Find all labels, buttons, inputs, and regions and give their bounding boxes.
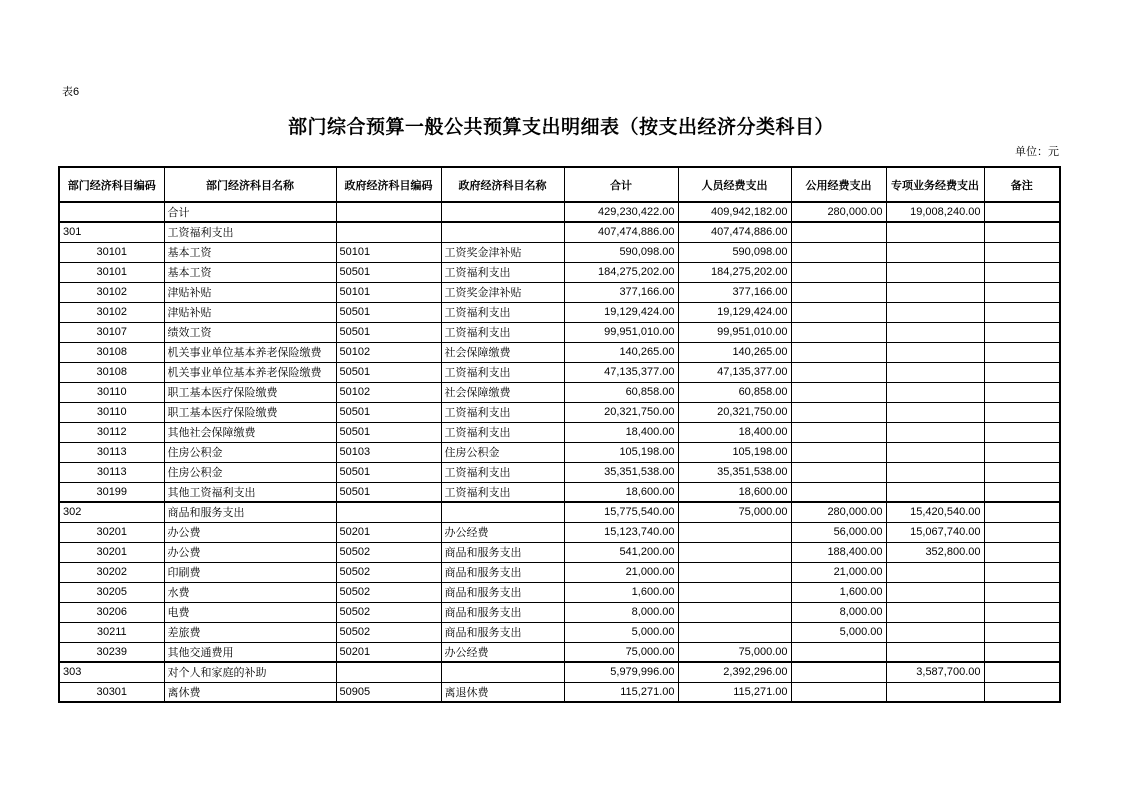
public-expense-cell: 8,000.00: [791, 602, 886, 622]
total-amount-cell: 8,000.00: [564, 602, 678, 622]
public-expense-cell: [791, 462, 886, 482]
dept-name-cell: 对个人和家庭的补助: [164, 662, 336, 682]
table-row: [59, 322, 1060, 342]
table-row: [59, 482, 1060, 502]
total-amount-cell: 541,200.00: [564, 542, 678, 562]
dept-name-cell: 离休费: [164, 682, 336, 702]
gov-name-cell: 办公经费: [441, 522, 564, 542]
dept-code-cell: 30107: [59, 322, 164, 342]
column-header-dept-name: 部门经济科目名称: [164, 167, 336, 202]
personnel-expense-cell: [678, 542, 791, 562]
gov-code-cell: [336, 202, 441, 222]
note-cell: [984, 542, 1060, 562]
gov-code-cell: 50502: [336, 542, 441, 562]
dept-name-cell: 其他工资福利支出: [164, 482, 336, 502]
gov-code-cell: 50501: [336, 362, 441, 382]
public-expense-cell: [791, 422, 886, 442]
gov-name-cell: [441, 222, 564, 242]
gov-name-cell: 工资福利支出: [441, 462, 564, 482]
total-amount-cell: 5,979,996.00: [564, 662, 678, 682]
dept-name-cell: 差旅费: [164, 622, 336, 642]
total-amount-cell: 377,166.00: [564, 282, 678, 302]
table-header-row: [59, 167, 1060, 202]
table-row: [59, 462, 1060, 482]
personnel-expense-cell: 115,271.00: [678, 682, 791, 702]
public-expense-cell: [791, 482, 886, 502]
dept-code-cell: [59, 202, 164, 222]
dept-name-cell: 水费: [164, 582, 336, 602]
gov-name-cell: 商品和服务支出: [441, 542, 564, 562]
note-cell: [984, 222, 1060, 242]
column-header-note: 备注: [984, 167, 1060, 202]
public-expense-cell: [791, 282, 886, 302]
total-amount-cell: 99,951,010.00: [564, 322, 678, 342]
personnel-expense-cell: 47,135,377.00: [678, 362, 791, 382]
gov-name-cell: 工资福利支出: [441, 302, 564, 322]
note-cell: [984, 262, 1060, 282]
public-expense-cell: [791, 302, 886, 322]
personnel-expense-cell: 35,351,538.00: [678, 462, 791, 482]
special-expense-cell: [886, 422, 984, 442]
total-amount-cell: 18,600.00: [564, 482, 678, 502]
dept-code-cell: 30205: [59, 582, 164, 602]
dept-code-cell: 30211: [59, 622, 164, 642]
total-amount-cell: 15,775,540.00: [564, 502, 678, 522]
public-expense-cell: 5,000.00: [791, 622, 886, 642]
note-cell: [984, 402, 1060, 422]
gov-code-cell: 50502: [336, 562, 441, 582]
special-expense-cell: 19,008,240.00: [886, 202, 984, 222]
dept-name-cell: 职工基本医疗保险缴费: [164, 382, 336, 402]
dept-name-cell: 其他社会保障缴费: [164, 422, 336, 442]
column-header-personnel-expense: 人员经费支出: [678, 167, 791, 202]
dept-name-cell: 津贴补贴: [164, 302, 336, 322]
personnel-expense-cell: 184,275,202.00: [678, 262, 791, 282]
note-cell: [984, 302, 1060, 322]
budget-table-body: [59, 202, 1060, 702]
total-amount-cell: 20,321,750.00: [564, 402, 678, 422]
total-amount-cell: 407,474,886.00: [564, 222, 678, 242]
gov-name-cell: 工资奖金津补贴: [441, 282, 564, 302]
special-expense-cell: [886, 362, 984, 382]
public-expense-cell: [791, 662, 886, 682]
personnel-expense-cell: 2,392,296.00: [678, 662, 791, 682]
gov-code-cell: 50502: [336, 582, 441, 602]
total-amount-cell: 5,000.00: [564, 622, 678, 642]
column-header-public-expense: 公用经费支出: [791, 167, 886, 202]
gov-code-cell: 50102: [336, 382, 441, 402]
total-amount-cell: 60,858.00: [564, 382, 678, 402]
dept-name-cell: 其他交通费用: [164, 642, 336, 662]
gov-code-cell: [336, 222, 441, 242]
dept-code-cell: 30201: [59, 542, 164, 562]
gov-code-cell: 50201: [336, 642, 441, 662]
dept-code-cell: 30108: [59, 342, 164, 362]
dept-name-cell: 商品和服务支出: [164, 502, 336, 522]
note-cell: [984, 622, 1060, 642]
note-cell: [984, 602, 1060, 622]
note-cell: [984, 322, 1060, 342]
dept-name-cell: 工资福利支出: [164, 222, 336, 242]
table-row: [59, 222, 1060, 242]
table-row: [59, 422, 1060, 442]
table-row: [59, 442, 1060, 462]
dept-code-cell: 30102: [59, 282, 164, 302]
personnel-expense-cell: 19,129,424.00: [678, 302, 791, 322]
special-expense-cell: [886, 302, 984, 322]
table-header: [59, 167, 1060, 202]
special-expense-cell: [886, 602, 984, 622]
gov-name-cell: 社会保障缴费: [441, 382, 564, 402]
dept-code-cell: 30201: [59, 522, 164, 542]
total-amount-cell: 19,129,424.00: [564, 302, 678, 322]
note-cell: [984, 462, 1060, 482]
note-cell: [984, 642, 1060, 662]
total-amount-cell: 21,000.00: [564, 562, 678, 582]
public-expense-cell: [791, 442, 886, 462]
special-expense-cell: [886, 462, 984, 482]
personnel-expense-cell: [678, 622, 791, 642]
dept-name-cell: 机关事业单位基本养老保险缴费: [164, 362, 336, 382]
dept-code-cell: 30101: [59, 242, 164, 262]
personnel-expense-cell: [678, 522, 791, 542]
total-amount-cell: 105,198.00: [564, 442, 678, 462]
special-expense-cell: [886, 222, 984, 242]
column-header-special-expense: 专项业务经费支出: [886, 167, 984, 202]
dept-code-cell: 30239: [59, 642, 164, 662]
gov-code-cell: 50102: [336, 342, 441, 362]
table-row: [59, 642, 1060, 662]
table-row: [59, 602, 1060, 622]
total-amount-cell: 140,265.00: [564, 342, 678, 362]
personnel-expense-cell: [678, 582, 791, 602]
dept-name-cell: 印刷费: [164, 562, 336, 582]
total-amount-cell: 75,000.00: [564, 642, 678, 662]
special-expense-cell: [886, 642, 984, 662]
dept-code-cell: 30202: [59, 562, 164, 582]
personnel-expense-cell: 377,166.00: [678, 282, 791, 302]
note-cell: [984, 502, 1060, 522]
special-expense-cell: [886, 402, 984, 422]
total-amount-cell: 429,230,422.00: [564, 202, 678, 222]
gov-code-cell: 50501: [336, 422, 441, 442]
note-cell: [984, 522, 1060, 542]
personnel-expense-cell: 590,098.00: [678, 242, 791, 262]
dept-name-cell: 办公费: [164, 522, 336, 542]
table-row: [59, 362, 1060, 382]
gov-code-cell: 50501: [336, 462, 441, 482]
dept-code-cell: 30206: [59, 602, 164, 622]
personnel-expense-cell: 407,474,886.00: [678, 222, 791, 242]
page-title: 部门综合预算一般公共预算支出明细表（按支出经济分类科目）: [287, 117, 834, 138]
table-row: [59, 342, 1060, 362]
public-expense-cell: [791, 222, 886, 242]
dept-code-cell: 30101: [59, 262, 164, 282]
total-amount-cell: 35,351,538.00: [564, 462, 678, 482]
total-amount-cell: 184,275,202.00: [564, 262, 678, 282]
dept-code-cell: 30113: [59, 462, 164, 482]
gov-name-cell: [441, 662, 564, 682]
gov-name-cell: 工资福利支出: [441, 322, 564, 342]
personnel-expense-cell: [678, 602, 791, 622]
special-expense-cell: 15,067,740.00: [886, 522, 984, 542]
public-expense-cell: 21,000.00: [791, 562, 886, 582]
dept-name-cell: 合计: [164, 202, 336, 222]
table-row: [59, 382, 1060, 402]
dept-code-cell: 303: [59, 662, 164, 682]
table-row: [59, 522, 1060, 542]
gov-code-cell: 50501: [336, 322, 441, 342]
special-expense-cell: [886, 582, 984, 602]
dept-name-cell: 津贴补贴: [164, 282, 336, 302]
dept-code-cell: 30102: [59, 302, 164, 322]
public-expense-cell: 280,000.00: [791, 202, 886, 222]
gov-code-cell: 50501: [336, 302, 441, 322]
personnel-expense-cell: 18,400.00: [678, 422, 791, 442]
gov-name-cell: [441, 202, 564, 222]
personnel-expense-cell: 105,198.00: [678, 442, 791, 462]
gov-name-cell: 商品和服务支出: [441, 622, 564, 642]
note-cell: [984, 202, 1060, 222]
table-row: [59, 402, 1060, 422]
gov-name-cell: 工资福利支出: [441, 362, 564, 382]
dept-name-cell: 绩效工资: [164, 322, 336, 342]
gov-name-cell: 办公经费: [441, 642, 564, 662]
public-expense-cell: [791, 642, 886, 662]
gov-name-cell: 工资奖金津补贴: [441, 242, 564, 262]
gov-code-cell: 50502: [336, 622, 441, 642]
dept-name-cell: 住房公积金: [164, 442, 336, 462]
table-row: [59, 662, 1060, 682]
personnel-expense-cell: [678, 562, 791, 582]
note-cell: [984, 382, 1060, 402]
note-cell: [984, 342, 1060, 362]
table-row: [59, 542, 1060, 562]
table-row: [59, 682, 1060, 702]
special-expense-cell: [886, 262, 984, 282]
column-header-total: 合计: [564, 167, 678, 202]
special-expense-cell: [886, 562, 984, 582]
gov-code-cell: 50905: [336, 682, 441, 702]
dept-name-cell: 基本工资: [164, 242, 336, 262]
note-cell: [984, 362, 1060, 382]
note-cell: [984, 482, 1060, 502]
total-amount-cell: 115,271.00: [564, 682, 678, 702]
gov-name-cell: 工资福利支出: [441, 482, 564, 502]
special-expense-cell: [886, 482, 984, 502]
gov-code-cell: 50501: [336, 402, 441, 422]
dept-code-cell: 30301: [59, 682, 164, 702]
dept-code-cell: 30110: [59, 382, 164, 402]
personnel-expense-cell: 75,000.00: [678, 502, 791, 522]
gov-code-cell: 50201: [336, 522, 441, 542]
dept-name-cell: 机关事业单位基本养老保险缴费: [164, 342, 336, 362]
special-expense-cell: [886, 622, 984, 642]
personnel-expense-cell: 140,265.00: [678, 342, 791, 362]
public-expense-cell: 56,000.00: [791, 522, 886, 542]
special-expense-cell: 352,800.00: [886, 542, 984, 562]
special-expense-cell: [886, 342, 984, 362]
special-expense-cell: [886, 322, 984, 342]
table-row: [59, 582, 1060, 602]
unit-label: 单位：元: [1015, 146, 1059, 158]
gov-code-cell: 50502: [336, 602, 441, 622]
special-expense-cell: 15,420,540.00: [886, 502, 984, 522]
special-expense-cell: [886, 282, 984, 302]
table-row: [59, 302, 1060, 322]
gov-name-cell: 商品和服务支出: [441, 582, 564, 602]
column-header-gov-code: 政府经济科目编码: [336, 167, 441, 202]
dept-name-cell: 基本工资: [164, 262, 336, 282]
gov-name-cell: 离退休费: [441, 682, 564, 702]
personnel-expense-cell: 18,600.00: [678, 482, 791, 502]
total-amount-cell: 18,400.00: [564, 422, 678, 442]
column-header-gov-name: 政府经济科目名称: [441, 167, 564, 202]
special-expense-cell: [886, 442, 984, 462]
table-row: [59, 622, 1060, 642]
gov-code-cell: 50501: [336, 262, 441, 282]
public-expense-cell: 280,000.00: [791, 502, 886, 522]
dept-code-cell: 30108: [59, 362, 164, 382]
personnel-expense-cell: 60,858.00: [678, 382, 791, 402]
gov-name-cell: [441, 502, 564, 522]
note-cell: [984, 242, 1060, 262]
gov-name-cell: 住房公积金: [441, 442, 564, 462]
sheet-label: 表6: [62, 86, 80, 98]
gov-code-cell: 50501: [336, 482, 441, 502]
table-row: [59, 502, 1060, 522]
special-expense-cell: [886, 382, 984, 402]
table-row: [59, 562, 1060, 582]
column-header-dept-code: 部门经济科目编码: [59, 167, 164, 202]
dept-name-cell: 办公费: [164, 542, 336, 562]
public-expense-cell: [791, 402, 886, 422]
personnel-expense-cell: 75,000.00: [678, 642, 791, 662]
table-row: [59, 242, 1060, 262]
dept-code-cell: 301: [59, 222, 164, 242]
dept-code-cell: 30199: [59, 482, 164, 502]
note-cell: [984, 442, 1060, 462]
note-cell: [984, 422, 1060, 442]
gov-code-cell: [336, 502, 441, 522]
dept-code-cell: 30110: [59, 402, 164, 422]
public-expense-cell: [791, 382, 886, 402]
dept-name-cell: 住房公积金: [164, 462, 336, 482]
dept-name-cell: 职工基本医疗保险缴费: [164, 402, 336, 422]
gov-code-cell: [336, 662, 441, 682]
note-cell: [984, 682, 1060, 702]
personnel-expense-cell: 99,951,010.00: [678, 322, 791, 342]
public-expense-cell: [791, 262, 886, 282]
public-expense-cell: [791, 242, 886, 262]
personnel-expense-cell: 409,942,182.00: [678, 202, 791, 222]
public-expense-cell: [791, 342, 886, 362]
dept-code-cell: 30112: [59, 422, 164, 442]
table-row: [59, 282, 1060, 302]
gov-code-cell: 50101: [336, 282, 441, 302]
gov-name-cell: 商品和服务支出: [441, 602, 564, 622]
gov-name-cell: 工资福利支出: [441, 262, 564, 282]
note-cell: [984, 662, 1060, 682]
budget-table: [58, 166, 1061, 703]
total-amount-cell: 47,135,377.00: [564, 362, 678, 382]
personnel-expense-cell: 20,321,750.00: [678, 402, 791, 422]
gov-name-cell: 工资福利支出: [441, 402, 564, 422]
public-expense-cell: [791, 362, 886, 382]
dept-name-cell: 电费: [164, 602, 336, 622]
gov-name-cell: 工资福利支出: [441, 422, 564, 442]
public-expense-cell: 188,400.00: [791, 542, 886, 562]
public-expense-cell: [791, 322, 886, 342]
gov-name-cell: 社会保障缴费: [441, 342, 564, 362]
total-amount-cell: 1,600.00: [564, 582, 678, 602]
table-row: [59, 262, 1060, 282]
special-expense-cell: [886, 682, 984, 702]
special-expense-cell: 3,587,700.00: [886, 662, 984, 682]
note-cell: [984, 282, 1060, 302]
special-expense-cell: [886, 242, 984, 262]
note-cell: [984, 562, 1060, 582]
gov-code-cell: 50103: [336, 442, 441, 462]
total-amount-cell: 15,123,740.00: [564, 522, 678, 542]
note-cell: [984, 582, 1060, 602]
gov-code-cell: 50101: [336, 242, 441, 262]
dept-code-cell: 302: [59, 502, 164, 522]
public-expense-cell: [791, 682, 886, 702]
gov-name-cell: 商品和服务支出: [441, 562, 564, 582]
table-row: [59, 202, 1060, 222]
public-expense-cell: 1,600.00: [791, 582, 886, 602]
dept-code-cell: 30113: [59, 442, 164, 462]
total-amount-cell: 590,098.00: [564, 242, 678, 262]
